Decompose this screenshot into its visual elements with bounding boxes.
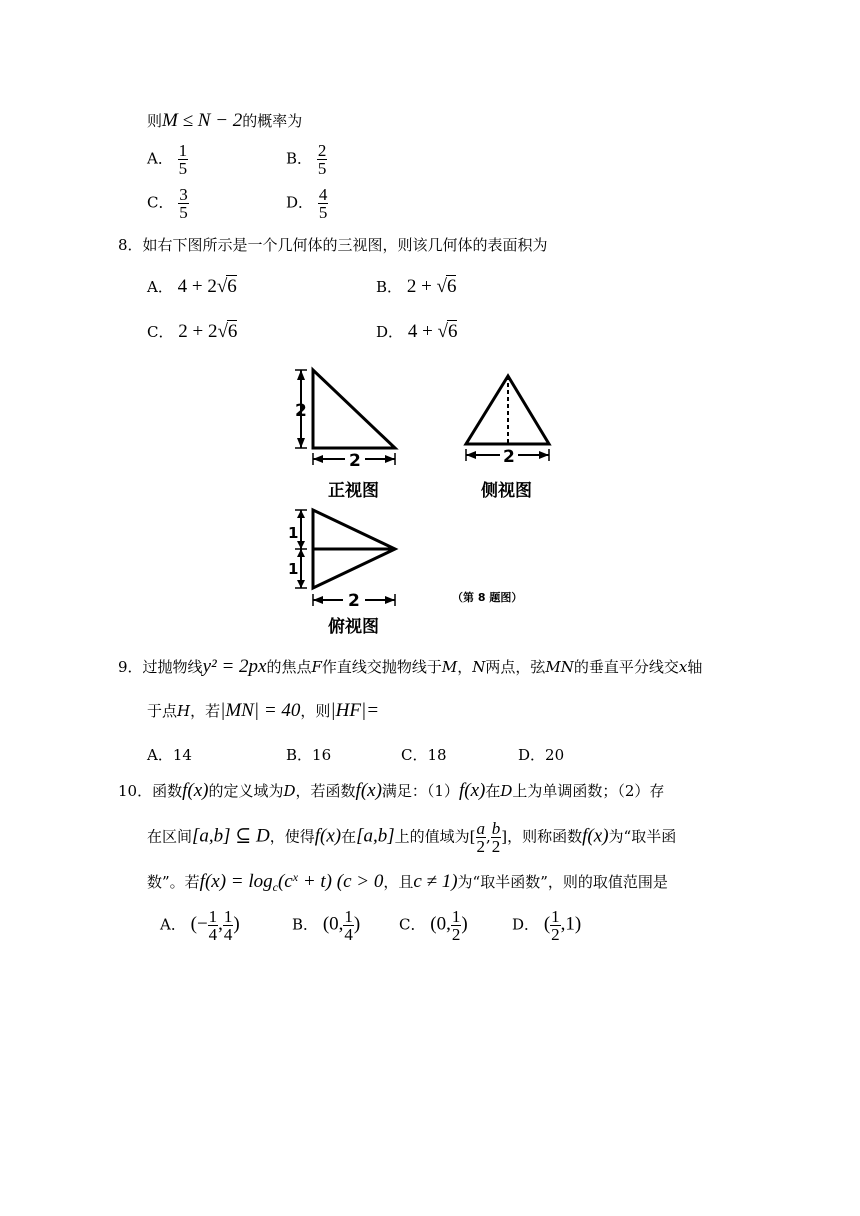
denominator: 5	[317, 159, 327, 178]
fraction	[178, 186, 189, 221]
top-view-label: 俯视图	[328, 617, 379, 637]
text: ，则	[300, 702, 331, 720]
radicand: 6	[227, 276, 237, 297]
fraction	[318, 186, 329, 221]
paren: (	[543, 913, 551, 935]
question-number: 8．	[118, 236, 143, 254]
option-value: 16	[312, 746, 332, 764]
numerator: 4	[318, 185, 328, 204]
option-label: A．	[147, 746, 173, 764]
var-h: H	[177, 702, 191, 720]
front-width-label: 2	[349, 451, 361, 471]
question-number: 10．	[118, 782, 153, 800]
sqrt-sign: √	[217, 321, 228, 342]
option-label: D．	[376, 323, 404, 341]
fx: f(x)	[182, 780, 209, 801]
text: 在区间	[147, 827, 193, 846]
numerator: 3	[179, 185, 188, 204]
option-value: 20	[545, 746, 565, 764]
denominator: 2	[451, 925, 461, 944]
denominator: 2	[551, 925, 560, 944]
text: 的焦点	[266, 658, 312, 676]
option-label: C．	[147, 323, 174, 341]
option-math: 2 +	[406, 276, 437, 297]
q10-line1	[118, 780, 664, 802]
sqrt-sign: √	[216, 276, 228, 297]
q8-option-a	[147, 275, 237, 298]
q10-line3	[147, 870, 668, 895]
sqrt-sign: √	[436, 276, 447, 297]
abs-hf: |HF|=	[330, 700, 380, 721]
option-label: D．	[286, 193, 314, 212]
var-d: D	[283, 782, 296, 800]
paren: (−	[190, 913, 208, 935]
text: 在	[341, 827, 357, 846]
q10-option-a	[160, 908, 240, 943]
fraction	[178, 142, 189, 177]
separator: ,	[486, 827, 491, 846]
q7-option-a	[147, 142, 188, 177]
radicand: 6	[447, 321, 458, 342]
q7-stem-math: M ≤ N − 2	[162, 110, 243, 131]
text: 于点	[147, 702, 178, 720]
text: ，若	[190, 702, 221, 720]
denominator: 4	[223, 925, 233, 944]
denominator: 4	[344, 925, 353, 944]
q9-option-a	[147, 744, 192, 765]
fx: f(x)	[582, 825, 609, 847]
q8-option-d	[376, 320, 457, 343]
numerator: b	[491, 819, 501, 838]
fx: f(x)	[314, 825, 342, 847]
text: 过抛物线	[142, 658, 203, 676]
top-width-label: 2	[348, 591, 360, 611]
numerator: 1	[551, 907, 560, 926]
text: 的垂直平分线交	[573, 658, 679, 676]
denominator: 2	[491, 837, 501, 856]
option-label: B．	[286, 746, 313, 764]
q9-line2	[147, 700, 379, 722]
parabola-equation: y² = 2px	[202, 656, 267, 677]
radicand: 6	[227, 321, 238, 342]
side-view	[466, 376, 549, 467]
separator: ,	[218, 913, 223, 935]
text: 两点，弦	[485, 658, 546, 676]
text: ]，则称函数	[501, 827, 583, 846]
numerator: 1	[178, 141, 188, 160]
front-view-label: 正视图	[328, 481, 379, 501]
q8-stem	[118, 234, 548, 255]
question-text: 如右下图所示是一个几何体的三视图，则该几何体的表面积为	[142, 236, 548, 254]
q7-stem-suffix: 的概率为	[242, 112, 303, 130]
text: 函数	[152, 782, 183, 800]
fraction-b-over-2	[491, 820, 502, 855]
text: ，	[457, 658, 473, 676]
var-mn: MN	[545, 658, 574, 676]
numerator: 2	[317, 141, 327, 160]
top-view	[288, 510, 395, 611]
fx: f(x)	[355, 780, 382, 801]
option-math: 4 + 2	[177, 276, 217, 297]
numerator: 1	[223, 907, 233, 926]
condition: c ≠ 1)	[413, 871, 458, 892]
denominator: 5	[318, 203, 328, 222]
option-math: 4 +	[407, 321, 438, 342]
q7-option-b	[286, 142, 327, 177]
denominator: 5	[179, 203, 188, 222]
text: 满足：（1）	[381, 782, 459, 800]
question-number: 9．	[118, 658, 143, 676]
abs-mn: |MN| = 40	[220, 700, 301, 721]
interval-ab: [a,b]	[356, 825, 395, 847]
log-expr: f(x) = log	[199, 871, 273, 892]
option-math: 2 + 2	[178, 321, 218, 342]
var-x: x	[678, 658, 688, 676]
fraction	[451, 908, 462, 943]
numerator: 1	[344, 907, 353, 926]
fraction	[223, 908, 234, 943]
text: 作直线交抛物线于	[321, 658, 442, 676]
option-value: 18	[427, 746, 447, 764]
option-value: 14	[172, 746, 192, 764]
var-n: N	[472, 658, 486, 676]
paren: )	[353, 913, 361, 935]
denominator: 2	[476, 837, 486, 856]
sqrt-sign: √	[437, 321, 448, 342]
option-label: B．	[376, 278, 403, 296]
var-m: M	[441, 658, 458, 676]
text: ，且	[383, 873, 414, 891]
text: ，使得	[269, 827, 315, 846]
figure-caption: （第 8 题图）	[452, 591, 523, 604]
fraction	[208, 908, 219, 943]
paren: (0,	[430, 913, 451, 935]
text: 的定义域为	[208, 782, 284, 800]
option-label: C．	[147, 193, 174, 212]
q7-stem	[147, 110, 302, 132]
text: 在	[485, 782, 501, 800]
q8-option-b	[376, 275, 456, 298]
option-label: C．	[399, 915, 426, 934]
q8-option-c	[147, 320, 237, 343]
denominator: 4	[208, 925, 218, 944]
fraction	[317, 142, 328, 177]
paren: ,1)	[560, 913, 582, 935]
paren: )	[233, 913, 240, 935]
option-label: A．	[147, 149, 173, 168]
radicand: 6	[446, 276, 457, 297]
side-view-label: 侧视图	[481, 481, 532, 501]
side-width-label: 2	[503, 447, 515, 467]
q10-option-d	[512, 908, 581, 943]
option-label: B．	[286, 149, 313, 168]
text: 为“取半函数”，则的取值范围是	[457, 873, 668, 891]
q7-option-d	[286, 186, 328, 221]
q9-option-c	[401, 744, 447, 765]
option-label: A．	[147, 278, 173, 296]
interval: [a,b] ⊆ D	[192, 825, 270, 847]
paren: )	[461, 913, 468, 935]
text: 为“取半函	[608, 827, 677, 846]
q7-option-c	[147, 186, 189, 221]
log-arg-rest: + t) (c > 0	[298, 871, 384, 892]
fraction-a-over-2	[476, 820, 487, 855]
option-label: A．	[160, 915, 186, 934]
exponent: x	[292, 870, 299, 884]
denominator: 5	[178, 159, 188, 178]
log-base: c	[272, 880, 278, 894]
numerator: 1	[208, 907, 218, 926]
text: 轴	[687, 658, 703, 676]
numerator: a	[476, 819, 486, 838]
log-arg: (c	[277, 871, 293, 892]
q7-stem-prefix: 则	[147, 112, 163, 130]
option-label: D．	[518, 746, 546, 764]
numerator: 1	[451, 907, 461, 926]
option-label: B．	[292, 915, 319, 934]
var-d: D	[500, 782, 513, 800]
text: 上为单调函数；（2）存	[512, 782, 665, 800]
q9-option-d	[518, 744, 564, 765]
q9-line1	[118, 656, 702, 678]
text: ，若函数	[295, 782, 356, 800]
text: 上的值域为[	[394, 827, 476, 846]
fx: f(x)	[458, 780, 486, 801]
top-height-label-upper: 1	[288, 524, 299, 542]
option-label: D．	[512, 915, 540, 934]
var-f: F	[311, 658, 322, 676]
front-view	[295, 370, 395, 471]
q10-option-c	[399, 908, 468, 943]
q10-option-b	[292, 908, 360, 943]
q9-option-b	[286, 744, 331, 765]
fraction	[343, 908, 354, 943]
top-height-label-lower: 1	[288, 560, 299, 578]
paren: (0,	[322, 913, 344, 935]
option-label: C．	[401, 746, 428, 764]
front-height-label: 2	[295, 401, 307, 421]
q10-line2	[147, 820, 676, 855]
fraction	[550, 908, 561, 943]
text: 数”。若	[147, 873, 200, 891]
